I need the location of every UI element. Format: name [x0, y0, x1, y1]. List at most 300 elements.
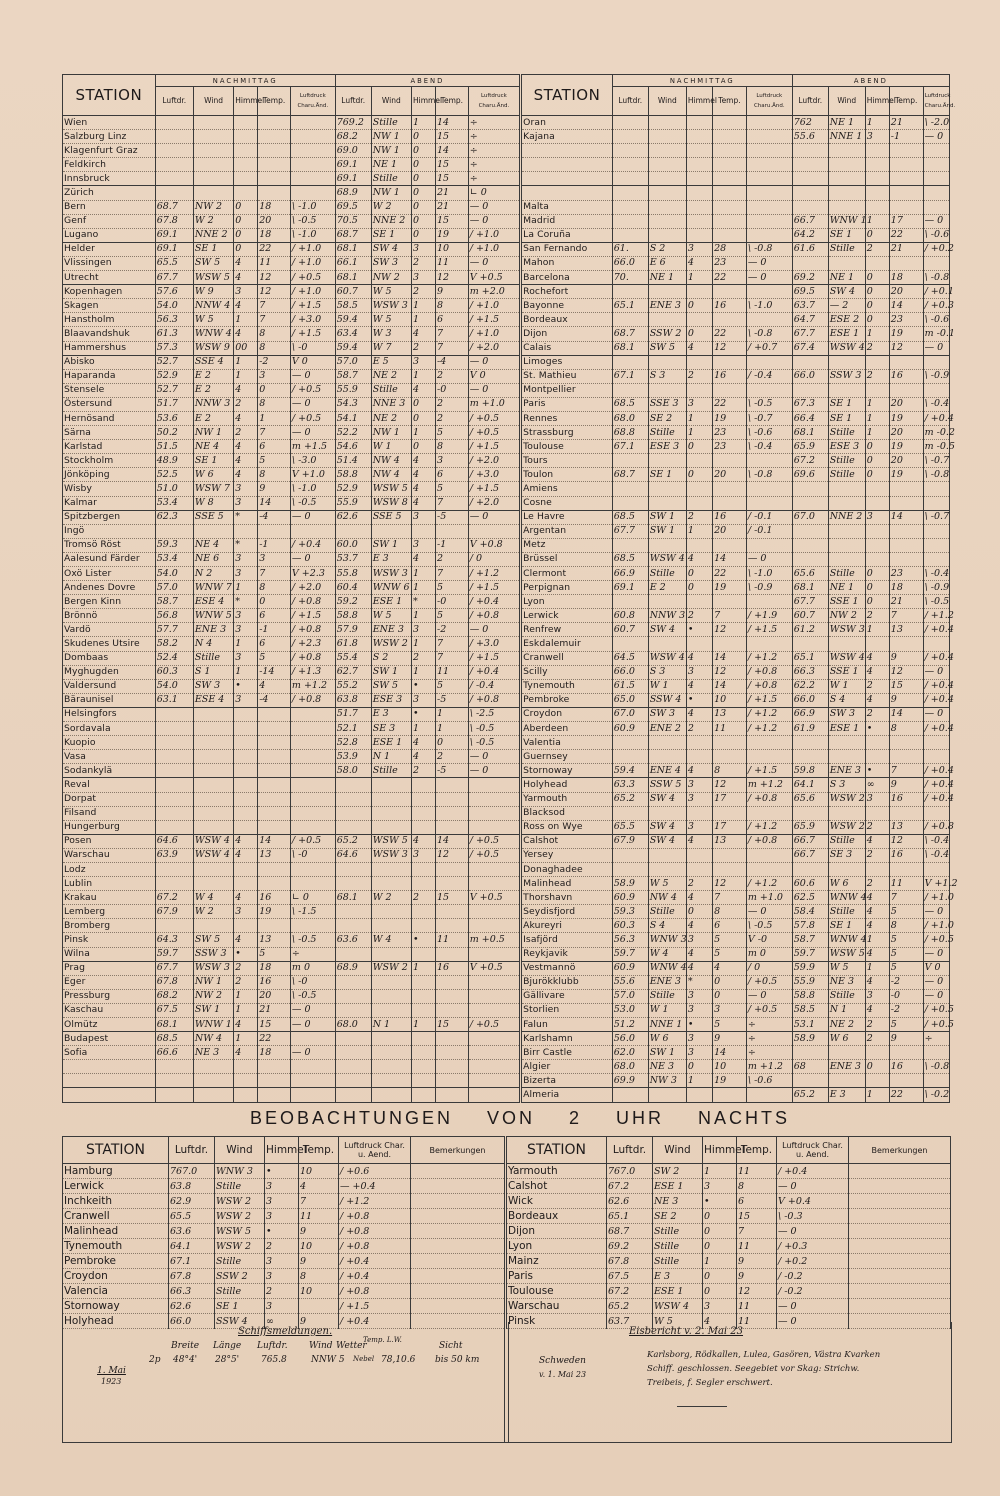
- right-station-name: Cranwell: [521, 651, 613, 665]
- night-right-cell: 11: [737, 1314, 777, 1329]
- left-afternoon-cell: — 0: [290, 397, 335, 411]
- left-evening-cell: [436, 905, 469, 919]
- left-evening-cell: 61.8: [335, 637, 371, 651]
- left-evening-cell: *: [412, 595, 436, 609]
- night-right-cell: / -0.2: [777, 1284, 849, 1299]
- right-afternoon-tendency-header: [746, 87, 792, 116]
- right-afternoon-cell: [686, 313, 712, 327]
- table-row: [63, 609, 950, 623]
- left-afternoon-cell: — 0: [290, 369, 335, 383]
- night-table-row: [63, 1179, 951, 1194]
- right-afternoon-cell: 69.1: [612, 581, 648, 595]
- right-evening-cell: 12: [889, 834, 923, 848]
- left-afternoon-cell: 2: [234, 961, 258, 975]
- right-evening-cell: [865, 383, 889, 397]
- right-afternoon-cell: 64.5: [612, 651, 648, 665]
- right-evening-cell: [828, 637, 865, 651]
- left-afternoon-cell: 5: [258, 947, 291, 961]
- left-evening-cell: [436, 877, 469, 891]
- left-evening-cell: 70.5: [335, 214, 371, 228]
- left-afternoon-cell: [234, 1074, 258, 1088]
- right-afternoon-cell: [686, 285, 712, 299]
- right-evening-cell: 0: [865, 468, 889, 482]
- left-afternoon-cell: [290, 172, 335, 186]
- night-right-station-name: Toulouse: [506, 1284, 607, 1299]
- left-evening-cell: 14: [436, 144, 469, 158]
- left-afternoon-cell: [155, 722, 193, 736]
- left-station-name: Lugano: [63, 228, 156, 242]
- left-evening-cell: 1: [412, 722, 436, 736]
- left-evening-cell: 7: [436, 327, 469, 341]
- right-afternoon-cell: NNW 3: [648, 609, 686, 623]
- left-afternoon-cell: 8: [258, 468, 291, 482]
- right-afternoon-cell: •: [686, 623, 712, 637]
- night-right-cell: Stille: [653, 1254, 703, 1269]
- left-evening-cell: 55.9: [335, 496, 371, 510]
- left-evening-cell: 1: [412, 426, 436, 440]
- left-afternoon-cell: [258, 1060, 291, 1074]
- left-afternoon-cell: / +1.5: [290, 299, 335, 313]
- left-afternoon-cell: m +1.5: [290, 440, 335, 454]
- right-evening-cell: \ -0.9: [923, 581, 949, 595]
- right-afternoon-cell: [686, 1088, 712, 1102]
- right-evening-cell: 55.9: [792, 975, 828, 989]
- left-afternoon-cell: [193, 736, 233, 750]
- right-station-name: Pembroke: [521, 693, 613, 707]
- night-left-cell: 62.6: [169, 1299, 215, 1314]
- left-station-name: Krakau: [63, 891, 156, 905]
- left-afternoon-cell: [234, 116, 258, 130]
- right-afternoon-cell: [612, 454, 648, 468]
- left-evening-cell: WSW 3: [371, 567, 411, 581]
- left-evening-cell: [436, 975, 469, 989]
- table-row: [63, 877, 950, 891]
- left-afternoon-cell: [155, 1060, 193, 1074]
- left-evening-cell: / -0.4: [468, 679, 520, 693]
- left-evening-cell: Stille: [371, 764, 411, 778]
- table-row: [63, 355, 950, 369]
- right-evening-cell: 0: [865, 454, 889, 468]
- night-left-station-name: Holyhead: [63, 1314, 169, 1329]
- left-evening-cell: / +1.5: [468, 651, 520, 665]
- left-evening-cell: 68.1: [335, 271, 371, 285]
- right-afternoon-cell: [746, 186, 792, 200]
- right-evening-cell: / +0.4: [923, 623, 949, 637]
- left-afternoon-cell: 4: [234, 1046, 258, 1060]
- right-afternoon-cell: 53.0: [612, 1003, 648, 1017]
- right-afternoon-cell: [713, 130, 747, 144]
- right-evening-cell: 57.8: [792, 919, 828, 933]
- right-afternoon-cell: 3: [686, 665, 712, 679]
- left-evening-cell: -4: [436, 355, 469, 369]
- left-afternoon-cell: [290, 707, 335, 721]
- right-evening-cell: [828, 172, 865, 186]
- right-afternoon-cell: [686, 228, 712, 242]
- left-evening-cell: 64.6: [335, 848, 371, 862]
- left-afternoon-cell: [258, 877, 291, 891]
- left-evening-sky-header: Himmel: [412, 87, 436, 116]
- left-afternoon-cell: [234, 172, 258, 186]
- right-evening-cell: -2: [889, 1003, 923, 1017]
- right-station-name: Yarmouth: [521, 792, 613, 806]
- right-afternoon-cell: ESE 3: [648, 440, 686, 454]
- left-evening-cell: E 3: [371, 707, 411, 721]
- left-afternoon-cell: 18: [258, 200, 291, 214]
- left-afternoon-cell: [258, 778, 291, 792]
- left-evening-cell: 1: [412, 313, 436, 327]
- right-evening-cell: 9: [889, 1032, 923, 1046]
- right-afternoon-cell: [612, 848, 648, 862]
- left-evening-cell: [335, 947, 371, 961]
- left-evening-cell: / +1.5: [468, 440, 520, 454]
- right-evening-cell: ENE 3: [828, 1060, 865, 1074]
- left-evening-cell: \ -2.5: [468, 707, 520, 721]
- right-evening-cell: 2: [865, 242, 889, 256]
- left-afternoon-cell: V 0: [290, 355, 335, 369]
- night-left-cell: 66.3: [169, 1284, 215, 1299]
- right-station-name: Malinhead: [521, 877, 613, 891]
- night-right-remarks: [849, 1194, 951, 1209]
- left-afternoon-cell: 20: [258, 989, 291, 1003]
- right-evening-cell: NE 3: [828, 975, 865, 989]
- left-evening-cell: [371, 820, 411, 834]
- right-station-name: Thorshavn: [521, 891, 613, 905]
- right-station-name: Gällivare: [521, 989, 613, 1003]
- right-evening-cell: 3: [865, 989, 889, 1003]
- left-afternoon-cell: [290, 1074, 335, 1088]
- right-afternoon-cell: [612, 862, 648, 876]
- left-afternoon-cell: [234, 1088, 258, 1102]
- table-row: [63, 214, 950, 228]
- night-left-station-name: Inchkeith: [63, 1194, 169, 1209]
- left-evening-cell: •: [412, 707, 436, 721]
- left-evening-cell: 4: [412, 750, 436, 764]
- left-evening-cell: [468, 524, 520, 538]
- left-afternoon-cell: E 2: [193, 369, 233, 383]
- right-afternoon-cell: \ -0.6: [746, 426, 792, 440]
- right-afternoon-wind-header: Wind: [648, 87, 686, 116]
- right-evening-cell: 5: [889, 1018, 923, 1032]
- left-evening-cell: NE 2: [371, 411, 411, 425]
- left-afternoon-cell: [193, 524, 233, 538]
- right-evening-cell: [889, 172, 923, 186]
- right-afternoon-cell: 68.7: [612, 468, 648, 482]
- left-evening-cell: WSW 8: [371, 496, 411, 510]
- right-afternoon-cell: 3: [686, 820, 712, 834]
- left-evening-cell: 6: [436, 313, 469, 327]
- right-evening-cell: [792, 538, 828, 552]
- right-evening-cell: 19: [889, 411, 923, 425]
- night-left-cell: •: [265, 1164, 299, 1179]
- night-left-cell: WSW 2: [215, 1239, 265, 1254]
- right-evening-cell: [792, 355, 828, 369]
- right-evening-cell: 19: [889, 327, 923, 341]
- table-row: [63, 989, 950, 1003]
- ship-head-pressure: Luftdr.: [257, 1341, 288, 1351]
- right-afternoon-cell: NE 3: [648, 1060, 686, 1074]
- right-evening-cell: E 3: [828, 1088, 865, 1102]
- right-evening-cell: [889, 496, 923, 510]
- left-station-name: Skudenes Utsire: [63, 637, 156, 651]
- left-afternoon-cell: [258, 806, 291, 820]
- night-left-station-name: Malinhead: [63, 1224, 169, 1239]
- left-afternoon-cell: SSE 4: [193, 355, 233, 369]
- left-afternoon-cell: 4: [234, 271, 258, 285]
- left-evening-wind-header: Wind: [371, 87, 411, 116]
- right-station-name: Malta: [521, 200, 613, 214]
- night-left-station-header: STATION: [63, 1137, 169, 1164]
- left-afternoon-cell: [290, 792, 335, 806]
- left-afternoon-cell: [234, 144, 258, 158]
- table-row: [63, 961, 950, 975]
- right-afternoon-cell: 0: [686, 468, 712, 482]
- left-afternoon-cell: 6: [258, 637, 291, 651]
- right-afternoon-cell: \ -1.0: [746, 299, 792, 313]
- right-evening-cell: SE 1: [828, 919, 865, 933]
- right-evening-cell: [865, 552, 889, 566]
- left-evening-cell: 3: [436, 454, 469, 468]
- right-evening-cell: [865, 355, 889, 369]
- left-evening-cell: 2: [412, 341, 436, 355]
- right-evening-cell: \ -0.5: [923, 595, 949, 609]
- left-evening-cell: 1: [412, 609, 436, 623]
- night-right-remarks: [849, 1209, 951, 1224]
- right-evening-cell: [889, 524, 923, 538]
- right-afternoon-cell: [648, 228, 686, 242]
- right-afternoon-cell: 9: [713, 1032, 747, 1046]
- table-row: [63, 891, 950, 905]
- night-table-row: [63, 1269, 951, 1284]
- right-station-name: Argentan: [521, 524, 613, 538]
- right-afternoon-cell: WNW 3: [648, 933, 686, 947]
- left-evening-cell: [468, 975, 520, 989]
- night-right-station-name: Warschau: [506, 1299, 607, 1314]
- right-afternoon-cell: [746, 595, 792, 609]
- left-afternoon-cell: [193, 722, 233, 736]
- right-afternoon-cell: 57.0: [612, 989, 648, 1003]
- right-evening-cell: 1: [865, 214, 889, 228]
- right-evening-cell: \ -0.8: [923, 271, 949, 285]
- table-row: [63, 1074, 950, 1088]
- right-afternoon-cell: 12: [713, 665, 747, 679]
- left-evening-cell: E 5: [371, 355, 411, 369]
- left-afternoon-cell: / +1.3: [290, 665, 335, 679]
- right-evening-cell: — 0: [923, 707, 949, 721]
- left-afternoon-cell: SW 5: [193, 256, 233, 270]
- night-left-cell: 2: [265, 1239, 299, 1254]
- night-right-cell: — 0: [777, 1314, 849, 1329]
- left-afternoon-cell: -1: [258, 623, 291, 637]
- left-station-name: Skagen: [63, 299, 156, 313]
- table-row: [63, 200, 950, 214]
- left-afternoon-cell: [258, 750, 291, 764]
- night-right-station-name: Bordeaux: [506, 1209, 607, 1224]
- right-afternoon-cell: 68.5: [612, 397, 648, 411]
- right-evening-cell: [889, 1046, 923, 1060]
- night-right-remarks: [849, 1284, 951, 1299]
- left-afternoon-cell: 1: [234, 581, 258, 595]
- right-evening-cell: 0: [865, 595, 889, 609]
- right-afternoon-cell: [612, 158, 648, 172]
- right-evening-cell: NE 1: [828, 581, 865, 595]
- right-evening-cell: [889, 552, 923, 566]
- right-afternoon-cell: 56.3: [612, 933, 648, 947]
- right-evening-cell: / +1.0: [923, 891, 949, 905]
- right-evening-cell: [828, 482, 865, 496]
- right-evening-cell: 66.3: [792, 665, 828, 679]
- left-evening-cell: 52.2: [335, 426, 371, 440]
- left-afternoon-cell: / +0.4: [290, 538, 335, 552]
- night-left-remarks: [411, 1179, 506, 1194]
- right-evening-cell: 21: [889, 116, 923, 130]
- night-left-remarks: [411, 1254, 506, 1269]
- left-afternoon-cell: [234, 130, 258, 144]
- right-evening-cell: [792, 383, 828, 397]
- night-left-cell: 10: [299, 1284, 339, 1299]
- left-afternoon-cell: — 0: [290, 1003, 335, 1017]
- right-evening-cell: [792, 524, 828, 538]
- right-evening-cell: 4: [865, 975, 889, 989]
- right-evening-cell: 4: [865, 1003, 889, 1017]
- left-afternoon-cell: WSW 4: [193, 834, 233, 848]
- right-afternoon-cell: [746, 806, 792, 820]
- ship-lon: 28°5': [215, 1355, 240, 1365]
- right-evening-cell: 17: [889, 214, 923, 228]
- left-evening-cell: 0: [412, 144, 436, 158]
- left-afternoon-cell: ESE 4: [193, 693, 233, 707]
- left-evening-cell: [335, 524, 371, 538]
- left-evening-cell: Stille: [371, 383, 411, 397]
- left-evening-cell: 7: [436, 651, 469, 665]
- left-evening-cell: [436, 1046, 469, 1060]
- right-afternoon-cell: 2: [686, 877, 712, 891]
- left-afternoon-cell: 68.7: [155, 200, 193, 214]
- left-afternoon-cell: 16: [258, 975, 291, 989]
- right-afternoon-cell: 4: [686, 764, 712, 778]
- right-evening-cell: / +0.5: [923, 1003, 949, 1017]
- left-afternoon-cell: 62.3: [155, 510, 193, 524]
- right-evening-cell: 68.1: [792, 581, 828, 595]
- left-afternoon-cell: [234, 778, 258, 792]
- right-station-name: Seydisfjord: [521, 905, 613, 919]
- left-evening-cell: 3: [412, 623, 436, 637]
- right-afternoon-cell: 7: [713, 609, 747, 623]
- night-left-cell: 9: [299, 1224, 339, 1239]
- right-evening-cell: •: [865, 764, 889, 778]
- left-afternoon-cell: 56.3: [155, 313, 193, 327]
- right-afternoon-cell: 0: [686, 581, 712, 595]
- right-afternoon-cell: 22: [713, 397, 747, 411]
- left-afternoon-cell: 4: [234, 383, 258, 397]
- left-evening-cell: 1: [436, 707, 469, 721]
- right-evening-cell: 0: [865, 1060, 889, 1074]
- table-row: [63, 369, 950, 383]
- right-afternoon-cell: 4: [686, 341, 712, 355]
- right-afternoon-cell: Stille: [648, 426, 686, 440]
- right-afternoon-cell: W 1: [648, 679, 686, 693]
- right-afternoon-cell: [713, 172, 747, 186]
- left-afternoon-cell: 14: [258, 834, 291, 848]
- left-evening-cell: 60.4: [335, 581, 371, 595]
- right-evening-cell: 23: [889, 567, 923, 581]
- left-evening-cell: SW 4: [371, 242, 411, 256]
- left-station-name: Oxö Lister: [63, 567, 156, 581]
- left-evening-cell: SW 5: [371, 679, 411, 693]
- left-afternoon-cell: 57.0: [155, 581, 193, 595]
- left-evening-cell: V +0.5: [468, 271, 520, 285]
- table-row: [63, 383, 950, 397]
- right-afternoon-cell: 8: [713, 905, 747, 919]
- right-evening-cell: [792, 637, 828, 651]
- left-evening-cell: WSW 3: [371, 299, 411, 313]
- right-afternoon-cell: [746, 228, 792, 242]
- right-evening-cell: V 0: [923, 961, 949, 975]
- left-afternoon-cell: [290, 820, 335, 834]
- right-evening-cell: \ -0.6: [923, 228, 949, 242]
- right-afternoon-cell: 59.7: [612, 947, 648, 961]
- right-afternoon-cell: 60.9: [612, 961, 648, 975]
- right-evening-cell: WSW 4: [828, 341, 865, 355]
- right-afternoon-cell: [686, 637, 712, 651]
- right-evening-cell: 67.7: [792, 327, 828, 341]
- left-afternoon-cell: V +2.3: [290, 567, 335, 581]
- left-evening-cell: 62.7: [335, 665, 371, 679]
- left-station-name: Wisby: [63, 482, 156, 496]
- right-afternoon-cell: 61.: [612, 242, 648, 256]
- table-row: [63, 722, 950, 736]
- left-evening-cell: [468, 905, 520, 919]
- right-evening-cell: [828, 538, 865, 552]
- left-afternoon-cell: 7: [258, 313, 291, 327]
- right-evening-cell: [923, 496, 949, 510]
- left-station-name: Jönköping: [63, 468, 156, 482]
- right-afternoon-cell: 0: [686, 1060, 712, 1074]
- right-afternoon-cell: 19: [713, 411, 747, 425]
- right-evening-cell: 1: [865, 411, 889, 425]
- night-left-cell: 767.0: [169, 1164, 215, 1179]
- left-evening-cell: [371, 947, 411, 961]
- left-afternoon-cell: [290, 116, 335, 130]
- left-afternoon-cell: ESE 4: [193, 595, 233, 609]
- right-station-name: Scilly: [521, 665, 613, 679]
- left-afternoon-cell: 68.1: [155, 1018, 193, 1032]
- left-evening-cell: -0: [436, 595, 469, 609]
- left-evening-cell: 8: [436, 299, 469, 313]
- right-afternoon-cell: m 0: [746, 947, 792, 961]
- left-station-name: [63, 1088, 156, 1102]
- right-afternoon-cell: [612, 144, 648, 158]
- night-right-cell: 68.7: [607, 1224, 653, 1239]
- right-station-name: Le Havre: [521, 510, 613, 524]
- night-left-cell: 10: [299, 1164, 339, 1179]
- left-evening-cell: 69.0: [335, 144, 371, 158]
- tendency-label: Luftdruck: [299, 93, 326, 100]
- right-afternoon-cell: [746, 538, 792, 552]
- left-afternoon-cell: [258, 144, 291, 158]
- right-afternoon-cell: 1: [686, 1074, 712, 1088]
- left-evening-cell: 2: [436, 750, 469, 764]
- right-afternoon-cell: [648, 482, 686, 496]
- left-afternoon-temp-header: Temp.: [258, 87, 291, 116]
- right-afternoon-cell: \ -0.8: [746, 327, 792, 341]
- right-afternoon-cell: [648, 454, 686, 468]
- left-evening-cell: 11: [436, 665, 469, 679]
- right-evening-cell: 58.8: [792, 989, 828, 1003]
- left-evening-cell: [335, 792, 371, 806]
- right-afternoon-cell: — 0: [746, 271, 792, 285]
- right-evening-cell: 65.1: [792, 651, 828, 665]
- left-afternoon-cell: / +0.8: [290, 595, 335, 609]
